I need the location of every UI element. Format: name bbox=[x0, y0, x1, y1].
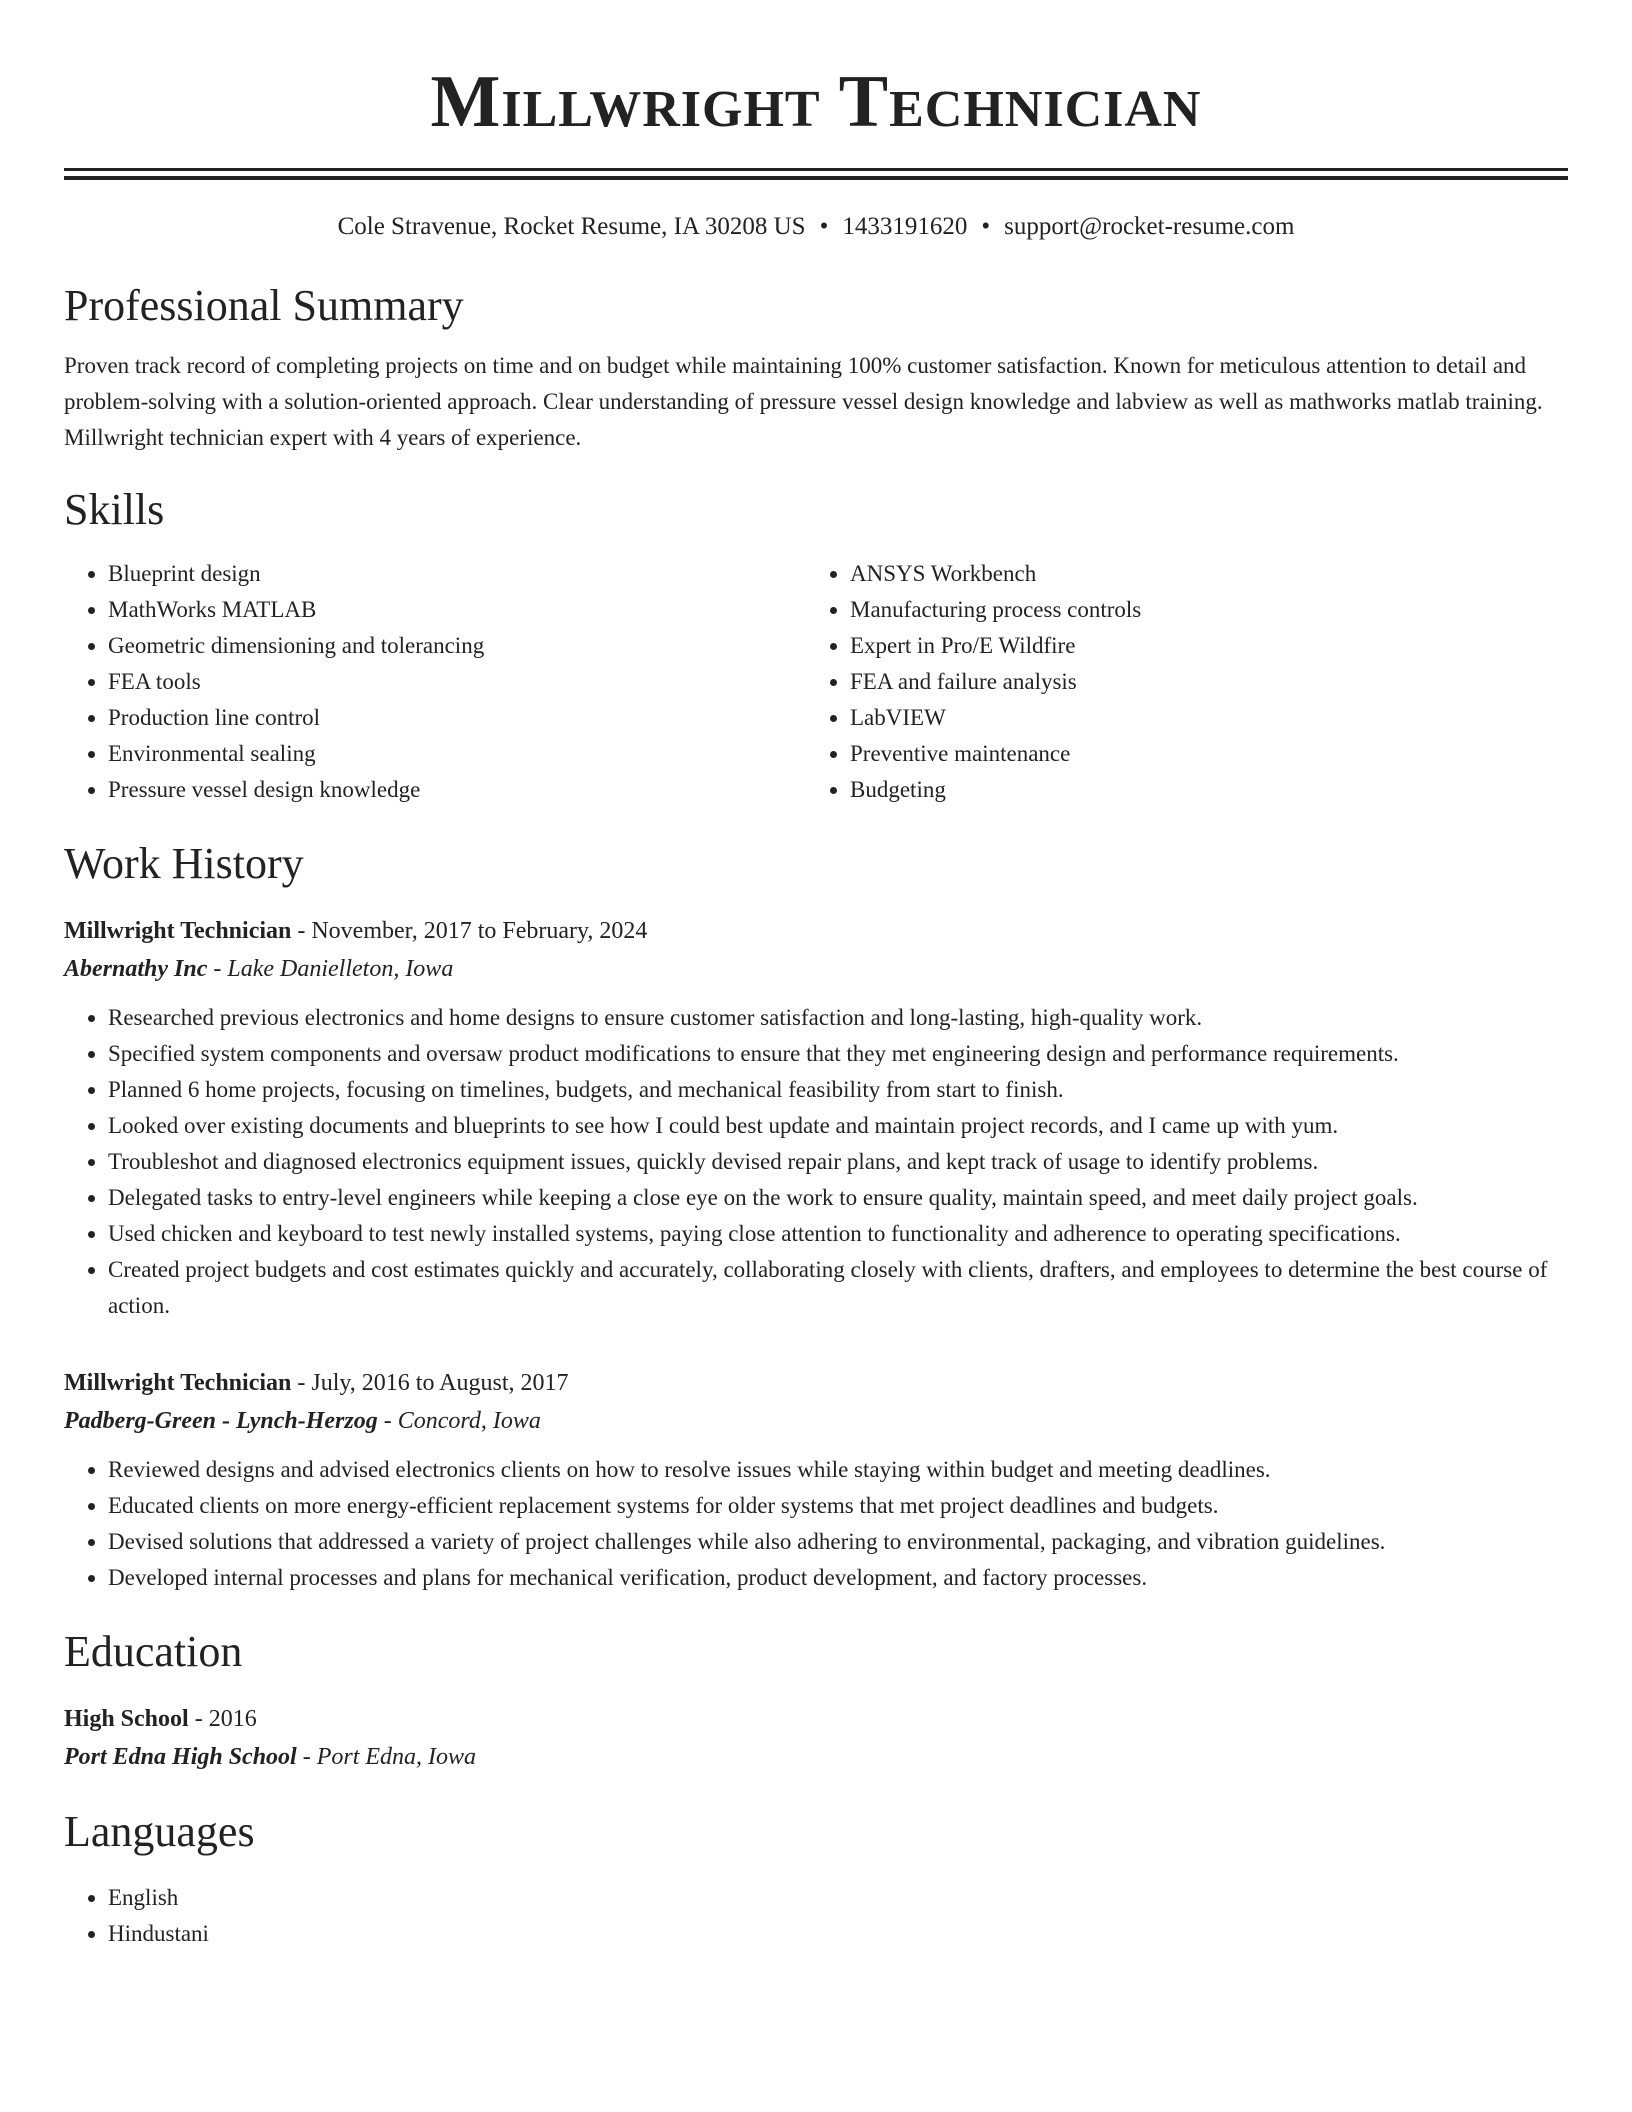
contact-separator: • bbox=[819, 213, 829, 240]
skill-item: • Environmental sealing bbox=[108, 736, 806, 772]
job-company: Padberg-Green - Lynch-Herzog bbox=[64, 1408, 378, 1434]
languages-heading: Languages bbox=[64, 1807, 255, 1856]
job-bullet: • Reviewed designs and advised electronics clients on how to resolve issues while staying within budget and meeting deadlines. bbox=[108, 1452, 1568, 1488]
job-location: - Lake Danielleton, Iowa bbox=[207, 956, 454, 982]
header-double-rule bbox=[64, 168, 1568, 180]
language-item: • English bbox=[108, 1880, 1568, 1916]
job-title-line bbox=[64, 1364, 1568, 1402]
job-bullet: • Troubleshot and diagnosed electronics equipment issues, quickly devised repair plans, and kept track of usage to identify problems. bbox=[108, 1144, 1568, 1180]
skills-list-right bbox=[806, 556, 1548, 808]
job-dates: - July, 2016 to August, 2017 bbox=[291, 1370, 569, 1396]
job-bullet: • Looked over existing documents and blueprints to see how I could best update and maintain project records, and I came up with yum. bbox=[108, 1108, 1568, 1144]
job-location: - Concord, Iowa bbox=[377, 1408, 541, 1434]
skill-item: • Expert in Pro/E Wildfire bbox=[850, 628, 1548, 664]
skills-heading: Skills bbox=[64, 485, 165, 534]
education-year: - 2016 bbox=[188, 1706, 257, 1732]
work-history-heading: Work History bbox=[64, 839, 304, 888]
job-title-line bbox=[64, 912, 1568, 950]
skill-item: • LabVIEW bbox=[850, 700, 1548, 736]
job-company-line bbox=[64, 1402, 1568, 1440]
skill-item: • Budgeting bbox=[850, 772, 1548, 808]
skill-item: • Production line control bbox=[108, 700, 806, 736]
resume-name: Millwright Technician bbox=[430, 61, 1202, 143]
skill-item: • MathWorks MATLAB bbox=[108, 592, 806, 628]
job-role: Millwright Technician bbox=[64, 918, 292, 944]
job-bullet: • Developed internal processes and plans for mechanical verification, product development, and factory processes. bbox=[108, 1560, 1568, 1596]
education-location: - Port Edna, Iowa bbox=[296, 1744, 477, 1770]
job-bullet-list bbox=[64, 1000, 1568, 1324]
skills-list-left bbox=[64, 556, 806, 808]
skill-item: • FEA and failure analysis bbox=[850, 664, 1548, 700]
job-bullet: • Educated clients on more energy-efficient replacement systems for older systems that met project deadlines and budgets. bbox=[108, 1488, 1568, 1524]
skill-item: • FEA tools bbox=[108, 664, 806, 700]
job-entry bbox=[64, 1364, 1568, 1596]
skill-item: • Pressure vessel design knowledge bbox=[108, 772, 806, 808]
job-bullet: • Delegated tasks to entry-level engineers while keeping a close eye on the work to ensure quality, maintain speed, and meet daily project goals. bbox=[108, 1180, 1568, 1216]
language-item: • Hindustani bbox=[108, 1916, 1568, 1952]
skill-item: • ANSYS Workbench bbox=[850, 556, 1548, 592]
job-bullet: • Created project budgets and cost estimates quickly and accurately, collaborating closely with clients, drafters, and employees to determine the best course of action. bbox=[108, 1252, 1568, 1324]
skill-item: • Blueprint design bbox=[108, 556, 806, 592]
skills-columns bbox=[64, 556, 1568, 808]
education-degree: High School bbox=[64, 1706, 189, 1732]
contact-line bbox=[64, 210, 1568, 244]
job-bullet: • Devised solutions that addressed a variety of project challenges while also adhering to environmental, packaging, and vibration guidelines. bbox=[108, 1524, 1568, 1560]
education-school: Port Edna High School bbox=[64, 1744, 297, 1770]
skill-item: • Preventive maintenance bbox=[850, 736, 1548, 772]
job-dates: - November, 2017 to February, 2024 bbox=[291, 918, 648, 944]
job-bullet-list bbox=[64, 1452, 1568, 1596]
education-school-line bbox=[64, 1738, 1568, 1776]
contact-address: Cole Stravenue, Rocket Resume, IA 30208 US bbox=[337, 213, 806, 240]
job-company-line bbox=[64, 950, 1568, 988]
education-degree-line bbox=[64, 1700, 1568, 1738]
skill-item: • Manufacturing process controls bbox=[850, 592, 1548, 628]
summary-heading: Professional Summary bbox=[64, 281, 464, 330]
skill-item: • Geometric dimensioning and tolerancing bbox=[108, 628, 806, 664]
job-bullet: • Planned 6 home projects, focusing on timelines, budgets, and mechanical feasibility from start to finish. bbox=[108, 1072, 1568, 1108]
job-role: Millwright Technician bbox=[64, 1370, 292, 1396]
education-heading: Education bbox=[64, 1627, 243, 1676]
education-entry bbox=[64, 1700, 1568, 1776]
job-company: Abernathy Inc bbox=[64, 956, 208, 982]
contact-phone: 1433191620 bbox=[842, 213, 968, 240]
job-bullet: • Used chicken and keyboard to test newly installed systems, paying close attention to functionality and adherence to operating specifications. bbox=[108, 1216, 1568, 1252]
job-bullet: • Researched previous electronics and home designs to ensure customer satisfaction and long-lasting, high-quality work. bbox=[108, 1000, 1568, 1036]
contact-email: support@rocket-resume.com bbox=[1004, 213, 1295, 240]
languages-list bbox=[64, 1880, 1568, 1952]
contact-separator: • bbox=[981, 213, 991, 240]
job-bullet: • Specified system components and oversaw product modifications to ensure that they met engineering design and performance requirements. bbox=[108, 1036, 1568, 1072]
job-entry bbox=[64, 912, 1568, 1324]
summary-text: Proven track record of completing projects on time and on budget while maintaining 100% customer satisfaction. Known for meticulous attention to detail and problem-solving with a solution-oriented approach. Clear understanding of pressure vessel design knowledge and labview as well as mathworks matlab training. Millwright technician expert with 4 years of experience. bbox=[64, 353, 1543, 450]
